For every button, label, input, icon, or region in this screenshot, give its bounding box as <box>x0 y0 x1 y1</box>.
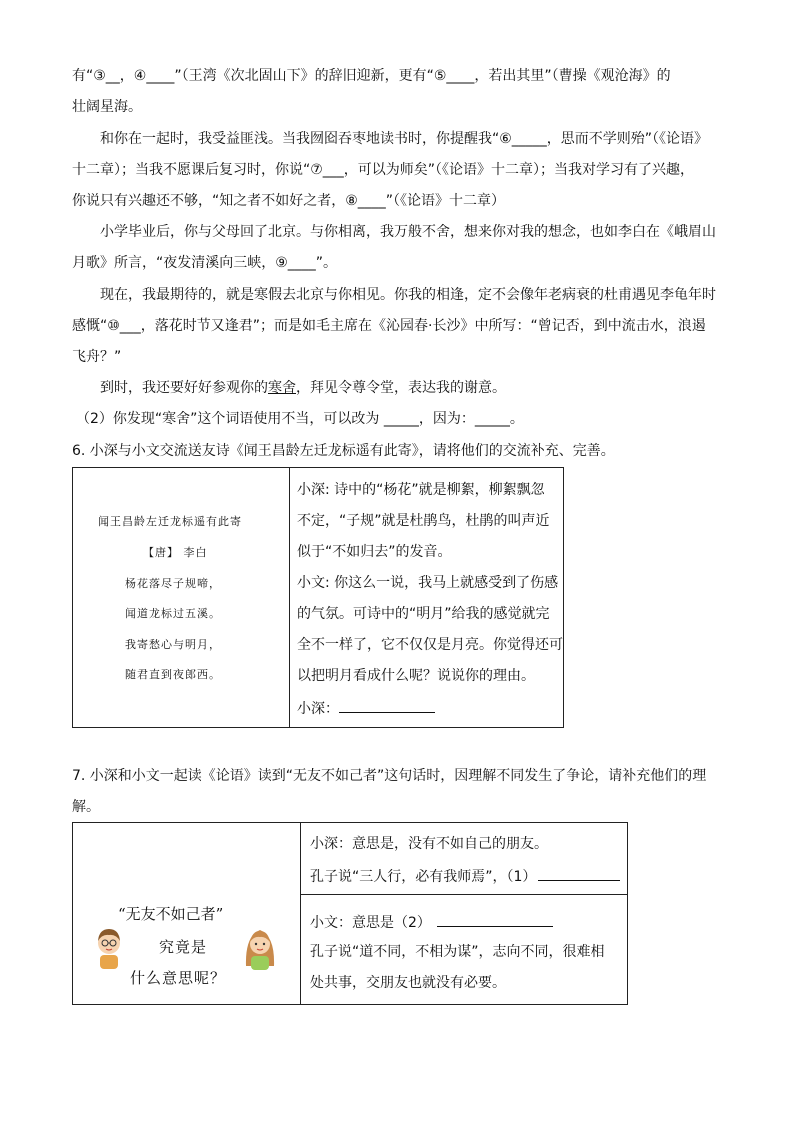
passage-line-11-pre: 到时，我还要好好参观你的 <box>100 380 268 396</box>
q6-answer-label: 小深： <box>297 701 339 717</box>
poem-line-1: 杨花落尽子规啼， <box>125 577 221 590</box>
bubble-line-1: “无友不如己者” <box>118 905 224 923</box>
passage-line-11 <box>100 378 506 398</box>
hanshe-word: 寒舍 <box>268 380 296 396</box>
q6-dialog-4: 小文: 你这么一说，我马上就感受到了伤感 <box>297 575 559 591</box>
q6-dialog-5: 的气氛。可诗中的“明月”给我的感觉就完 <box>297 606 550 622</box>
passage-line-4: 十二章）；当我不愿课后复习时，你说“⑦___，可以为师矣”（《论语》十二章）；当我对学习有了兴趣， <box>72 162 695 178</box>
poem-line-4: 随君直到夜郎西。 <box>125 668 221 681</box>
q7-xiaoshen-reason <box>310 865 620 887</box>
q6-answer-row <box>297 697 435 719</box>
passage-line-6: 小学毕业后，你与父母回了北京。与你相离，我万般不舍，想来你对我的想念，也如李白在《峨眉山 <box>100 224 716 240</box>
q6-table <box>72 467 564 728</box>
q7-xiaowen-reason-1: 孔子说“道不同，不相为谋”，志向不同，很难相 <box>310 944 605 960</box>
q7-xiaowen-reason-2: 处共事，交朋友也就没有必要。 <box>310 975 506 991</box>
passage-line-1: 有“③__，④____”（王湾《次北固山下》的辞旧迎新，更有“⑤____，若出其里”（曹操《观沧海》的 <box>72 68 671 84</box>
poem-line-2: 闻道龙标过五溪。 <box>125 607 221 620</box>
sub-question-2: （2）你发现“寒舍”这个词语使用不当，可以改为 _____，因为：_____。 <box>76 411 524 427</box>
passage-line-5: 你说只有兴趣还不够，“知之者不如好之者，⑧____”（《论语》十二章） <box>72 193 506 209</box>
q7-divider-vertical <box>300 822 301 1005</box>
q7-stem-1: 7. 小深和小文一起读《论语》读到“无友不如己者”这句话时，因理解不同发生了争论，请补充他们的理 <box>72 768 707 784</box>
passage-line-11-post: ，拜见令尊令堂，表达我的谢意。 <box>296 380 506 396</box>
passage-line-2: 壮阔星海。 <box>72 99 142 115</box>
passage-line-10: 飞舟？” <box>72 349 122 365</box>
q6-divider <box>289 467 290 728</box>
q6-stem: 6. 小深与小文交流送友诗《闻王昌龄左迁龙标遥有此寄》，请将他们的交流补充、完善。 <box>72 443 615 459</box>
q7-xiaowen-meaning <box>310 911 553 933</box>
q7-xiaoshen-reason-text: 孔子说“三人行，必有我师焉”，（1） <box>310 869 537 885</box>
q6-dialog-3: 似于“不如归去”的发音。 <box>297 544 452 560</box>
bubble-line-3: 什么意思呢？ <box>130 969 227 987</box>
bubble-line-2: 究竟是 <box>159 938 208 956</box>
girl-avatar-icon <box>243 922 277 972</box>
passage-line-9: 感慨“⑩___，落花时节又逢君”；而是如毛主席在《沁园春·长沙》中所写：“曾记否，到中流击水，浪遏 <box>72 318 706 334</box>
q7-divider-horizontal <box>300 894 628 895</box>
passage-line-8: 现在，我最期待的，就是寒假去北京与你相见。你我的相逢，定不会像年老病衰的杜甫遇见李龟年时 <box>100 287 716 303</box>
q6-dialog-2: 不定，“子规”就是杜鹃鸟，杜鹃的叫声近 <box>297 513 550 529</box>
q7-stem-2: 解。 <box>72 799 100 815</box>
poem-line-3: 我寄愁心与明月， <box>125 638 221 651</box>
boy-avatar-icon <box>94 925 124 971</box>
q6-answer-blank[interactable] <box>339 697 435 713</box>
poem-author: 【唐】 李白 <box>143 546 208 559</box>
q6-dialog-6: 全不一样了，它不仅仅是月亮。你觉得还可 <box>297 637 563 653</box>
passage-line-3: 和你在一起时，我受益匪浅。当我囫囵吞枣地读书时，你提醒我“⑥_____，思而不学则殆”（《论语》 <box>100 131 709 147</box>
q7-blank-1[interactable] <box>538 865 620 881</box>
passage-line-7: 月歌》所言，“夜发清溪向三峡，⑨____”。 <box>72 255 338 271</box>
q6-dialog-1: 小深: 诗中的“杨花”就是柳絮，柳絮飘忽 <box>297 482 545 498</box>
q7-xiaowen-meaning-text: 小文：意思是（2） <box>310 915 431 931</box>
q7-xiaoshen-meaning: 小深：意思是，没有不如自己的朋友。 <box>310 836 548 852</box>
q7-blank-2[interactable] <box>437 911 553 927</box>
q6-dialog-7: 以把明月看成什么呢？说说你的理由。 <box>297 668 535 684</box>
poem-title: 闻王昌龄左迁龙标遥有此寄 <box>98 515 242 528</box>
